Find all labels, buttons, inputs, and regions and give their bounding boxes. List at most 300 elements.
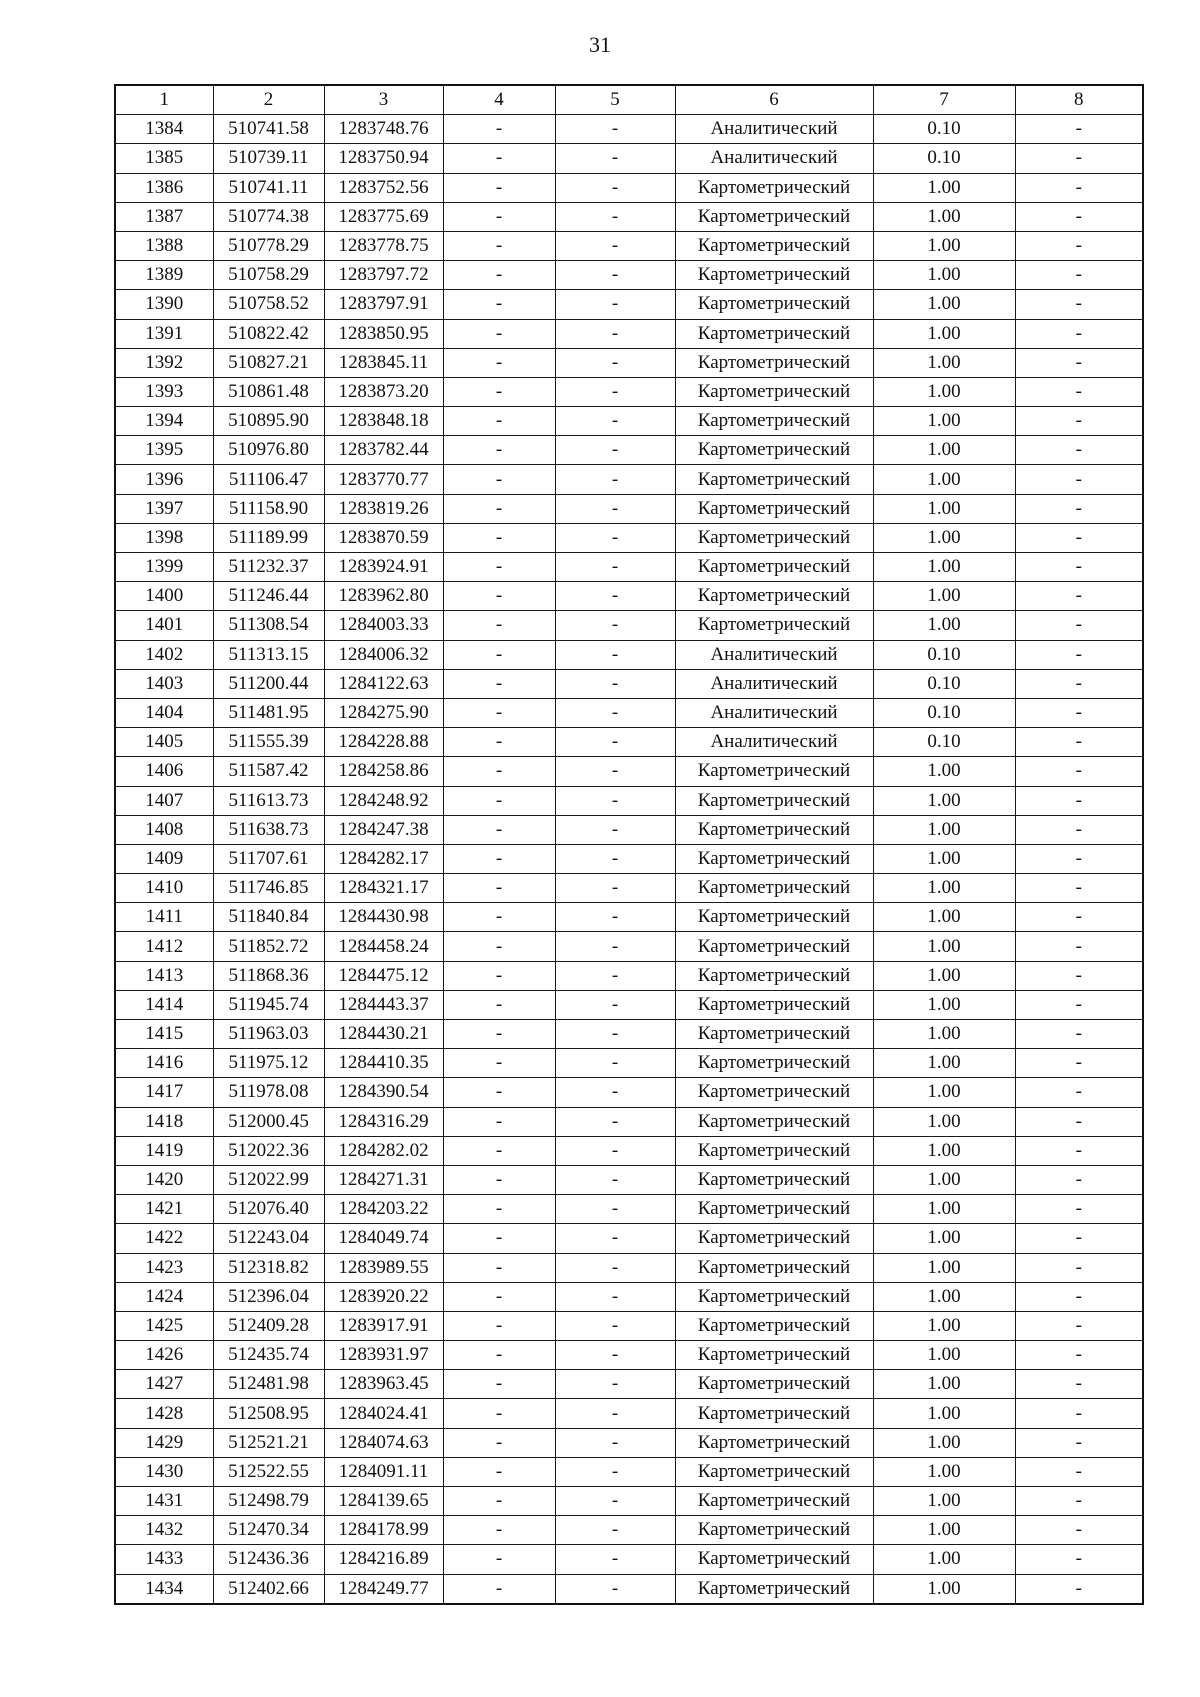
accuracy-cell: 1.00 <box>873 1253 1015 1282</box>
col-5-value-cell: - <box>555 1136 675 1165</box>
col-4-value-cell: - <box>443 231 555 260</box>
col-5-value-cell: - <box>555 611 675 640</box>
col-5-value-cell: - <box>555 1545 675 1574</box>
accuracy-cell: 1.00 <box>873 1107 1015 1136</box>
x-coordinate-cell: 511707.61 <box>213 844 324 873</box>
point-number-cell: 1409 <box>115 844 213 873</box>
x-coordinate-cell: 511852.72 <box>213 932 324 961</box>
table-row <box>115 1195 1143 1224</box>
col-4-value-cell: - <box>443 377 555 406</box>
x-coordinate-cell: 512396.04 <box>213 1282 324 1311</box>
col-5-value-cell: - <box>555 115 675 144</box>
accuracy-cell: 1.00 <box>873 407 1015 436</box>
y-coordinate-cell: 1284203.22 <box>324 1195 443 1224</box>
method-cell: Картометрический <box>675 290 873 319</box>
x-coordinate-cell: 510822.42 <box>213 319 324 348</box>
col-5-value-cell: - <box>555 465 675 494</box>
table-row <box>115 202 1143 231</box>
method-cell: Картометрический <box>675 173 873 202</box>
col-8-value-cell: - <box>1015 1341 1143 1370</box>
col-4-value-cell: - <box>443 436 555 465</box>
table-row <box>115 757 1143 786</box>
point-number-cell: 1391 <box>115 319 213 348</box>
accuracy-cell: 1.00 <box>873 319 1015 348</box>
method-cell: Картометрический <box>675 1049 873 1078</box>
table-row <box>115 1457 1143 1486</box>
point-number-cell: 1396 <box>115 465 213 494</box>
col-4-value-cell: - <box>443 1545 555 1574</box>
col-8-value-cell: - <box>1015 290 1143 319</box>
point-number-cell: 1428 <box>115 1399 213 1428</box>
col-4-value-cell: - <box>443 698 555 727</box>
table-header-row <box>115 85 1143 115</box>
y-coordinate-cell: 1283931.97 <box>324 1341 443 1370</box>
y-coordinate-cell: 1284475.12 <box>324 961 443 990</box>
col-8-value-cell: - <box>1015 377 1143 406</box>
y-coordinate-cell: 1283920.22 <box>324 1282 443 1311</box>
table-row <box>115 261 1143 290</box>
col-5-value-cell: - <box>555 903 675 932</box>
table-row <box>115 1487 1143 1516</box>
x-coordinate-cell: 511868.36 <box>213 961 324 990</box>
x-coordinate-cell: 510741.11 <box>213 173 324 202</box>
y-coordinate-cell: 1284271.31 <box>324 1165 443 1194</box>
method-cell: Картометрический <box>675 436 873 465</box>
column-header-5: 5 <box>555 85 675 115</box>
table-row <box>115 231 1143 260</box>
col-4-value-cell: - <box>443 1107 555 1136</box>
x-coordinate-cell: 510774.38 <box>213 202 324 231</box>
col-4-value-cell: - <box>443 1428 555 1457</box>
column-header-6: 6 <box>675 85 873 115</box>
table-row <box>115 348 1143 377</box>
page-number: 31 <box>589 32 611 57</box>
point-number-cell: 1430 <box>115 1457 213 1486</box>
y-coordinate-cell: 1284430.98 <box>324 903 443 932</box>
accuracy-cell: 1.00 <box>873 815 1015 844</box>
table-row <box>115 932 1143 961</box>
col-5-value-cell: - <box>555 1282 675 1311</box>
col-8-value-cell: - <box>1015 231 1143 260</box>
accuracy-cell: 1.00 <box>873 1341 1015 1370</box>
point-number-cell: 1393 <box>115 377 213 406</box>
col-8-value-cell: - <box>1015 640 1143 669</box>
y-coordinate-cell: 1284430.21 <box>324 1020 443 1049</box>
point-number-cell: 1433 <box>115 1545 213 1574</box>
method-cell: Картометрический <box>675 348 873 377</box>
table-row <box>115 1224 1143 1253</box>
x-coordinate-cell: 512436.36 <box>213 1545 324 1574</box>
y-coordinate-cell: 1284122.63 <box>324 669 443 698</box>
table-row <box>115 115 1143 144</box>
point-number-cell: 1426 <box>115 1341 213 1370</box>
table-row <box>115 1341 1143 1370</box>
point-number-cell: 1432 <box>115 1516 213 1545</box>
accuracy-cell: 1.00 <box>873 1224 1015 1253</box>
col-4-value-cell: - <box>443 990 555 1019</box>
y-coordinate-cell: 1284248.92 <box>324 786 443 815</box>
accuracy-cell: 1.00 <box>873 377 1015 406</box>
accuracy-cell: 1.00 <box>873 1020 1015 1049</box>
table-row <box>115 173 1143 202</box>
col-8-value-cell: - <box>1015 815 1143 844</box>
point-number-cell: 1434 <box>115 1574 213 1604</box>
accuracy-cell: 1.00 <box>873 1370 1015 1399</box>
method-cell: Картометрический <box>675 1020 873 1049</box>
col-4-value-cell: - <box>443 844 555 873</box>
table-row <box>115 1574 1143 1604</box>
method-cell: Картометрический <box>675 494 873 523</box>
method-cell: Картометрический <box>675 1224 873 1253</box>
y-coordinate-cell: 1283748.76 <box>324 115 443 144</box>
point-number-cell: 1427 <box>115 1370 213 1399</box>
y-coordinate-cell: 1283797.91 <box>324 290 443 319</box>
accuracy-cell: 1.00 <box>873 757 1015 786</box>
col-8-value-cell: - <box>1015 990 1143 1019</box>
col-8-value-cell: - <box>1015 261 1143 290</box>
y-coordinate-cell: 1283848.18 <box>324 407 443 436</box>
col-8-value-cell: - <box>1015 669 1143 698</box>
y-coordinate-cell: 1283850.95 <box>324 319 443 348</box>
x-coordinate-cell: 510827.21 <box>213 348 324 377</box>
col-5-value-cell: - <box>555 1253 675 1282</box>
point-number-cell: 1390 <box>115 290 213 319</box>
accuracy-cell: 1.00 <box>873 874 1015 903</box>
y-coordinate-cell: 1283917.91 <box>324 1311 443 1340</box>
x-coordinate-cell: 512409.28 <box>213 1311 324 1340</box>
point-number-cell: 1418 <box>115 1107 213 1136</box>
col-4-value-cell: - <box>443 1370 555 1399</box>
col-8-value-cell: - <box>1015 1370 1143 1399</box>
column-header-2: 2 <box>213 85 324 115</box>
col-8-value-cell: - <box>1015 874 1143 903</box>
point-number-cell: 1413 <box>115 961 213 990</box>
x-coordinate-cell: 512022.99 <box>213 1165 324 1194</box>
table-row <box>115 144 1143 173</box>
accuracy-cell: 1.00 <box>873 1516 1015 1545</box>
col-8-value-cell: - <box>1015 1516 1143 1545</box>
col-4-value-cell: - <box>443 757 555 786</box>
col-5-value-cell: - <box>555 1341 675 1370</box>
accuracy-cell: 1.00 <box>873 1078 1015 1107</box>
accuracy-cell: 0.10 <box>873 640 1015 669</box>
point-number-cell: 1416 <box>115 1049 213 1078</box>
y-coordinate-cell: 1284247.38 <box>324 815 443 844</box>
point-number-cell: 1412 <box>115 932 213 961</box>
x-coordinate-cell: 512498.79 <box>213 1487 324 1516</box>
col-4-value-cell: - <box>443 348 555 377</box>
point-number-cell: 1403 <box>115 669 213 698</box>
col-4-value-cell: - <box>443 815 555 844</box>
accuracy-cell: 1.00 <box>873 290 1015 319</box>
x-coordinate-cell: 512076.40 <box>213 1195 324 1224</box>
col-8-value-cell: - <box>1015 173 1143 202</box>
point-number-cell: 1420 <box>115 1165 213 1194</box>
table-row <box>115 815 1143 844</box>
col-4-value-cell: - <box>443 144 555 173</box>
point-number-cell: 1415 <box>115 1020 213 1049</box>
method-cell: Картометрический <box>675 1311 873 1340</box>
x-coordinate-cell: 510758.29 <box>213 261 324 290</box>
x-coordinate-cell: 511200.44 <box>213 669 324 698</box>
accuracy-cell: 1.00 <box>873 1574 1015 1604</box>
table-row <box>115 407 1143 436</box>
y-coordinate-cell: 1283870.59 <box>324 523 443 552</box>
method-cell: Аналитический <box>675 698 873 727</box>
y-coordinate-cell: 1283962.80 <box>324 582 443 611</box>
point-number-cell: 1388 <box>115 231 213 260</box>
col-5-value-cell: - <box>555 1078 675 1107</box>
accuracy-cell: 0.10 <box>873 698 1015 727</box>
col-5-value-cell: - <box>555 961 675 990</box>
point-number-cell: 1411 <box>115 903 213 932</box>
col-4-value-cell: - <box>443 407 555 436</box>
method-cell: Картометрический <box>675 874 873 903</box>
y-coordinate-cell: 1283752.56 <box>324 173 443 202</box>
y-coordinate-cell: 1284390.54 <box>324 1078 443 1107</box>
table-row <box>115 728 1143 757</box>
table-row <box>115 553 1143 582</box>
y-coordinate-cell: 1284049.74 <box>324 1224 443 1253</box>
col-4-value-cell: - <box>443 582 555 611</box>
y-coordinate-cell: 1284458.24 <box>324 932 443 961</box>
x-coordinate-cell: 512243.04 <box>213 1224 324 1253</box>
col-5-value-cell: - <box>555 1224 675 1253</box>
point-number-cell: 1386 <box>115 173 213 202</box>
table-row <box>115 290 1143 319</box>
table-row <box>115 465 1143 494</box>
col-4-value-cell: - <box>443 1195 555 1224</box>
col-4-value-cell: - <box>443 1049 555 1078</box>
y-coordinate-cell: 1284249.77 <box>324 1574 443 1604</box>
table-row <box>115 1311 1143 1340</box>
table-row <box>115 990 1143 1019</box>
col-8-value-cell: - <box>1015 698 1143 727</box>
col-8-value-cell: - <box>1015 903 1143 932</box>
col-5-value-cell: - <box>555 728 675 757</box>
y-coordinate-cell: 1284228.88 <box>324 728 443 757</box>
col-5-value-cell: - <box>555 173 675 202</box>
accuracy-cell: 1.00 <box>873 1545 1015 1574</box>
col-4-value-cell: - <box>443 1457 555 1486</box>
table-row <box>115 786 1143 815</box>
col-8-value-cell: - <box>1015 1195 1143 1224</box>
accuracy-cell: 1.00 <box>873 348 1015 377</box>
method-cell: Картометрический <box>675 202 873 231</box>
y-coordinate-cell: 1284282.02 <box>324 1136 443 1165</box>
col-4-value-cell: - <box>443 874 555 903</box>
col-4-value-cell: - <box>443 1341 555 1370</box>
method-cell: Картометрический <box>675 1195 873 1224</box>
col-8-value-cell: - <box>1015 494 1143 523</box>
accuracy-cell: 1.00 <box>873 494 1015 523</box>
y-coordinate-cell: 1284321.17 <box>324 874 443 903</box>
y-coordinate-cell: 1284258.86 <box>324 757 443 786</box>
accuracy-cell: 0.10 <box>873 669 1015 698</box>
accuracy-cell: 1.00 <box>873 1487 1015 1516</box>
y-coordinate-cell: 1284178.99 <box>324 1516 443 1545</box>
method-cell: Аналитический <box>675 640 873 669</box>
point-number-cell: 1417 <box>115 1078 213 1107</box>
point-number-cell: 1395 <box>115 436 213 465</box>
table-row <box>115 1253 1143 1282</box>
table-row <box>115 611 1143 640</box>
point-number-cell: 1423 <box>115 1253 213 1282</box>
point-number-cell: 1389 <box>115 261 213 290</box>
col-4-value-cell: - <box>443 1165 555 1194</box>
method-cell: Аналитический <box>675 728 873 757</box>
x-coordinate-cell: 512402.66 <box>213 1574 324 1604</box>
col-5-value-cell: - <box>555 786 675 815</box>
point-number-cell: 1399 <box>115 553 213 582</box>
point-number-cell: 1397 <box>115 494 213 523</box>
table-row <box>115 436 1143 465</box>
col-5-value-cell: - <box>555 1516 675 1545</box>
col-5-value-cell: - <box>555 1399 675 1428</box>
point-number-cell: 1408 <box>115 815 213 844</box>
y-coordinate-cell: 1283963.45 <box>324 1370 443 1399</box>
method-cell: Картометрический <box>675 1341 873 1370</box>
col-8-value-cell: - <box>1015 786 1143 815</box>
col-4-value-cell: - <box>443 669 555 698</box>
y-coordinate-cell: 1283782.44 <box>324 436 443 465</box>
table-row <box>115 1516 1143 1545</box>
table-row <box>115 1049 1143 1078</box>
method-cell: Картометрический <box>675 319 873 348</box>
col-4-value-cell: - <box>443 1516 555 1545</box>
col-5-value-cell: - <box>555 523 675 552</box>
point-number-cell: 1422 <box>115 1224 213 1253</box>
accuracy-cell: 1.00 <box>873 1136 1015 1165</box>
x-coordinate-cell: 510778.29 <box>213 231 324 260</box>
x-coordinate-cell: 511189.99 <box>213 523 324 552</box>
accuracy-cell: 1.00 <box>873 844 1015 873</box>
x-coordinate-cell: 512470.34 <box>213 1516 324 1545</box>
x-coordinate-cell: 511638.73 <box>213 815 324 844</box>
point-number-cell: 1402 <box>115 640 213 669</box>
method-cell: Картометрический <box>675 990 873 1019</box>
y-coordinate-cell: 1284316.29 <box>324 1107 443 1136</box>
x-coordinate-cell: 511963.03 <box>213 1020 324 1049</box>
method-cell: Картометрический <box>675 1574 873 1604</box>
y-coordinate-cell: 1284216.89 <box>324 1545 443 1574</box>
table-row <box>115 1107 1143 1136</box>
y-coordinate-cell: 1284074.63 <box>324 1428 443 1457</box>
point-number-cell: 1394 <box>115 407 213 436</box>
col-4-value-cell: - <box>443 202 555 231</box>
col-8-value-cell: - <box>1015 1049 1143 1078</box>
x-coordinate-cell: 512022.36 <box>213 1136 324 1165</box>
x-coordinate-cell: 512508.95 <box>213 1399 324 1428</box>
col-5-value-cell: - <box>555 1457 675 1486</box>
accuracy-cell: 1.00 <box>873 961 1015 990</box>
col-8-value-cell: - <box>1015 844 1143 873</box>
x-coordinate-cell: 511975.12 <box>213 1049 324 1078</box>
col-4-value-cell: - <box>443 173 555 202</box>
column-header-8: 8 <box>1015 85 1143 115</box>
point-number-cell: 1406 <box>115 757 213 786</box>
col-4-value-cell: - <box>443 1253 555 1282</box>
col-5-value-cell: - <box>555 874 675 903</box>
col-4-value-cell: - <box>443 640 555 669</box>
column-header-3: 3 <box>324 85 443 115</box>
col-5-value-cell: - <box>555 202 675 231</box>
table-row <box>115 1545 1143 1574</box>
method-cell: Картометрический <box>675 1282 873 1311</box>
table-row <box>115 377 1143 406</box>
table-row <box>115 1399 1143 1428</box>
col-4-value-cell: - <box>443 465 555 494</box>
col-8-value-cell: - <box>1015 1545 1143 1574</box>
col-5-value-cell: - <box>555 436 675 465</box>
point-number-cell: 1392 <box>115 348 213 377</box>
col-8-value-cell: - <box>1015 757 1143 786</box>
accuracy-cell: 1.00 <box>873 202 1015 231</box>
y-coordinate-cell: 1283873.20 <box>324 377 443 406</box>
col-4-value-cell: - <box>443 1399 555 1428</box>
col-8-value-cell: - <box>1015 1020 1143 1049</box>
col-4-value-cell: - <box>443 1487 555 1516</box>
col-8-value-cell: - <box>1015 523 1143 552</box>
method-cell: Картометрический <box>675 582 873 611</box>
x-coordinate-cell: 512522.55 <box>213 1457 324 1486</box>
col-5-value-cell: - <box>555 290 675 319</box>
point-number-cell: 1404 <box>115 698 213 727</box>
method-cell: Картометрический <box>675 1078 873 1107</box>
accuracy-cell: 1.00 <box>873 465 1015 494</box>
accuracy-cell: 1.00 <box>873 582 1015 611</box>
method-cell: Картометрический <box>675 757 873 786</box>
x-coordinate-cell: 512000.45 <box>213 1107 324 1136</box>
accuracy-cell: 1.00 <box>873 903 1015 932</box>
col-5-value-cell: - <box>555 1165 675 1194</box>
method-cell: Аналитический <box>675 115 873 144</box>
col-5-value-cell: - <box>555 1049 675 1078</box>
accuracy-cell: 0.10 <box>873 115 1015 144</box>
table-row <box>115 1165 1143 1194</box>
point-number-cell: 1424 <box>115 1282 213 1311</box>
method-cell: Картометрический <box>675 1545 873 1574</box>
table-row <box>115 669 1143 698</box>
col-8-value-cell: - <box>1015 611 1143 640</box>
table-row <box>115 698 1143 727</box>
table-row <box>115 1370 1143 1399</box>
column-header-1: 1 <box>115 85 213 115</box>
col-8-value-cell: - <box>1015 1107 1143 1136</box>
method-cell: Картометрический <box>675 932 873 961</box>
x-coordinate-cell: 511587.42 <box>213 757 324 786</box>
col-8-value-cell: - <box>1015 728 1143 757</box>
col-8-value-cell: - <box>1015 144 1143 173</box>
table-row <box>115 903 1143 932</box>
x-coordinate-cell: 511840.84 <box>213 903 324 932</box>
col-4-value-cell: - <box>443 786 555 815</box>
method-cell: Аналитический <box>675 144 873 173</box>
column-header-4: 4 <box>443 85 555 115</box>
y-coordinate-cell: 1283750.94 <box>324 144 443 173</box>
accuracy-cell: 1.00 <box>873 1165 1015 1194</box>
col-5-value-cell: - <box>555 261 675 290</box>
accuracy-cell: 1.00 <box>873 611 1015 640</box>
col-5-value-cell: - <box>555 1370 675 1399</box>
x-coordinate-cell: 511106.47 <box>213 465 324 494</box>
y-coordinate-cell: 1284139.65 <box>324 1487 443 1516</box>
col-8-value-cell: - <box>1015 1428 1143 1457</box>
x-coordinate-cell: 511232.37 <box>213 553 324 582</box>
point-number-cell: 1414 <box>115 990 213 1019</box>
y-coordinate-cell: 1283819.26 <box>324 494 443 523</box>
y-coordinate-cell: 1284275.90 <box>324 698 443 727</box>
